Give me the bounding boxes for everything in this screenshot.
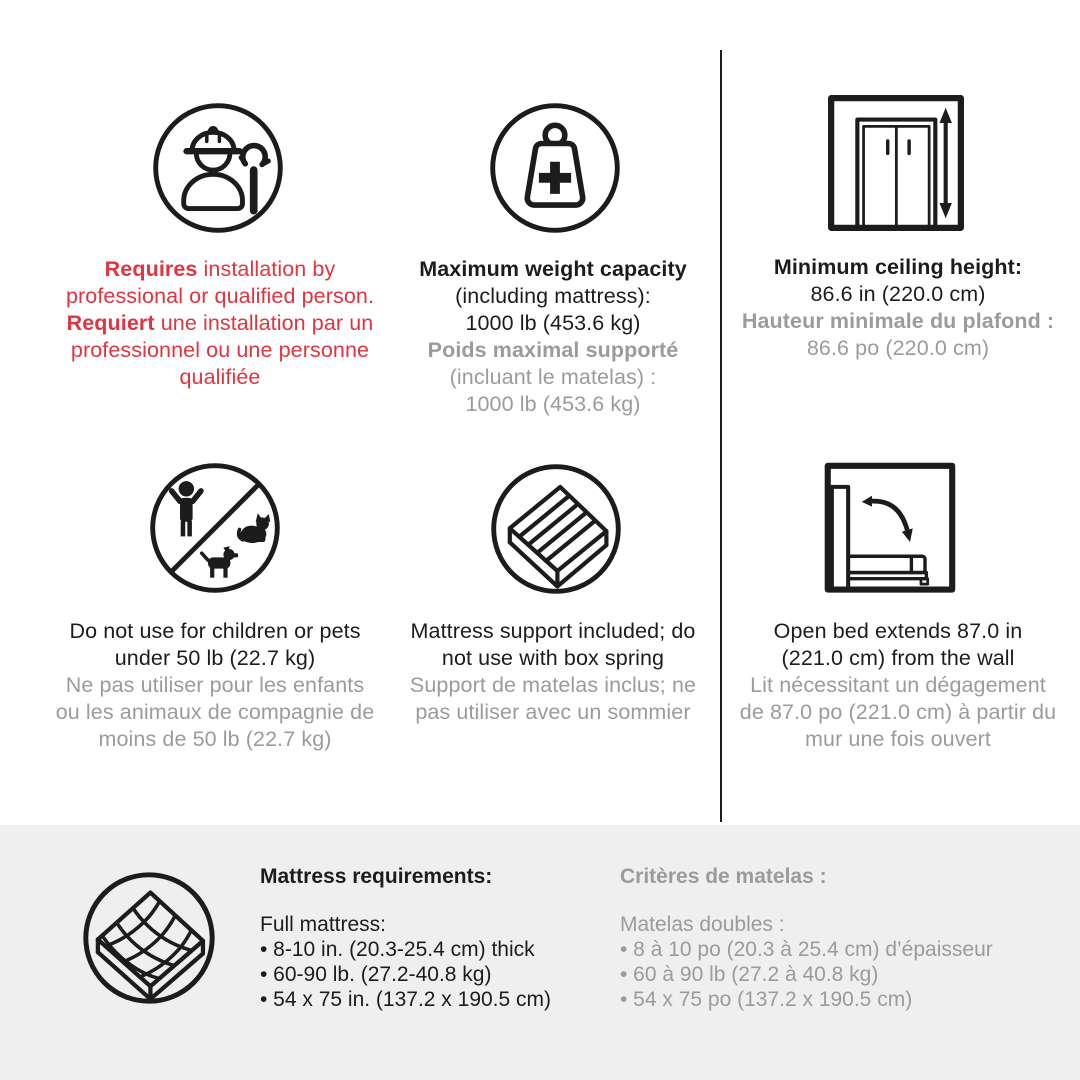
text-segment: professional or qualified person. (65, 284, 375, 308)
text-line (40, 337, 400, 364)
text-line (728, 335, 1068, 362)
english-bullet-list (260, 937, 605, 1012)
no-children-pets-icon (145, 458, 285, 598)
text-segment: pas utiliser avec un sommier (415, 700, 691, 724)
children-pets-warning-text (25, 618, 405, 753)
text-segment: under 50 lb (22.7 kg) (114, 646, 316, 670)
text-segment: de 87.0 po (221.0 cm) à partir du (739, 700, 1057, 724)
text-line (25, 699, 405, 726)
text-line (25, 726, 405, 753)
installer-icon (148, 98, 288, 238)
english-subtitle: Full mattress: (260, 913, 387, 936)
french-subtitle: Matelas doubles : (620, 913, 785, 936)
text-line (25, 645, 405, 672)
open-bed-depth-icon (823, 457, 959, 597)
text-segment: Requiert (66, 311, 155, 335)
text-segment: 1000 lb (453.6 kg) (465, 392, 641, 416)
text-line (25, 618, 405, 645)
text-line (40, 364, 400, 391)
ceiling-height-icon (827, 93, 965, 233)
french-bullet-list (620, 937, 1060, 1012)
french-title: Critères de matelas : (620, 865, 827, 888)
weight-capacity-icon (485, 98, 625, 238)
text-segment: qualifiée (179, 365, 261, 389)
text-segment: 86.6 po (220.0 cm) (806, 336, 990, 360)
text-line (398, 364, 708, 391)
text-segment: Open bed extends 87.0 in (773, 619, 1023, 643)
text-line (395, 672, 711, 699)
ceiling-height-text (728, 254, 1068, 362)
mattress-support-text (395, 618, 711, 726)
text-segment: (including mattress): (455, 284, 651, 308)
text-segment: Lit nécessitant un dégagement (750, 673, 1046, 697)
text-segment: moins de 50 lb (22.7 kg) (98, 727, 332, 751)
weight-capacity-text (398, 256, 708, 418)
text-segment: installation by (197, 257, 336, 281)
installation-requirement-text (40, 256, 400, 391)
text-line (723, 726, 1073, 753)
text-segment: Hauteur minimale du plafond : (741, 309, 1055, 333)
bullet-item: • 60 à 90 lb (27.2 à 40.8 kg) (620, 963, 879, 986)
text-segment: Mattress support included; do (410, 619, 696, 643)
mattress-requirements-english (260, 864, 605, 1012)
text-line (398, 391, 708, 418)
bed-extension-text (723, 618, 1073, 753)
english-title: Mattress requirements: (260, 865, 493, 888)
mattress-icon (78, 867, 220, 1009)
text-segment: professionnel ou une personne (70, 338, 370, 362)
bullet-item: • 54 x 75 po (137.2 x 190.5 cm) (620, 988, 913, 1011)
text-line (395, 618, 711, 645)
text-line (728, 308, 1068, 335)
text-line (40, 283, 400, 310)
text-line (723, 699, 1073, 726)
text-line (398, 256, 708, 283)
text-line (728, 281, 1068, 308)
text-line (723, 618, 1073, 645)
text-line (398, 337, 708, 364)
text-segment: ou les animaux de compagnie de (55, 700, 375, 724)
text-segment: Support de matelas inclus; ne (409, 673, 697, 697)
text-line (723, 672, 1073, 699)
text-segment: Requires (104, 257, 198, 281)
text-segment: Ne pas utiliser pour les enfants (65, 673, 365, 697)
text-segment: (incluant le matelas) : (449, 365, 657, 389)
mattress-support-icon (486, 459, 626, 599)
text-line (40, 256, 400, 283)
bullet-item: • 8 à 10 po (20.3 à 25.4 cm) d’épaisseur (620, 938, 993, 961)
text-line (728, 254, 1068, 281)
text-segment: 86.6 in (220.0 cm) (810, 282, 986, 306)
bullet-item: • 54 x 75 in. (137.2 x 190.5 cm) (260, 988, 552, 1011)
text-line (395, 645, 711, 672)
text-segment: (221.0 cm) from the wall (781, 646, 1015, 670)
text-line (25, 672, 405, 699)
text-segment: Poids maximal supporté (427, 338, 679, 362)
text-segment: mur une fois ouvert (805, 727, 991, 751)
text-segment: 1000 lb (453.6 kg) (465, 311, 641, 335)
text-segment: Do not use for children or pets (69, 619, 361, 643)
text-line (723, 645, 1073, 672)
text-segment: Maximum weight capacity (419, 257, 687, 281)
bullet-item: • 8-10 in. (20.3-25.4 cm) thick (260, 938, 535, 961)
mattress-requirements-french (620, 864, 1060, 1012)
text-segment: une installation par un (154, 311, 374, 335)
text-line (398, 310, 708, 337)
bullet-item: • 60-90 lb. (27.2-40.8 kg) (260, 963, 492, 986)
text-line (40, 310, 400, 337)
text-segment: Minimum ceiling height: (773, 255, 1023, 279)
text-line (398, 283, 708, 310)
text-segment: not use with box spring (441, 646, 665, 670)
text-line (395, 699, 711, 726)
vertical-divider (720, 50, 722, 822)
